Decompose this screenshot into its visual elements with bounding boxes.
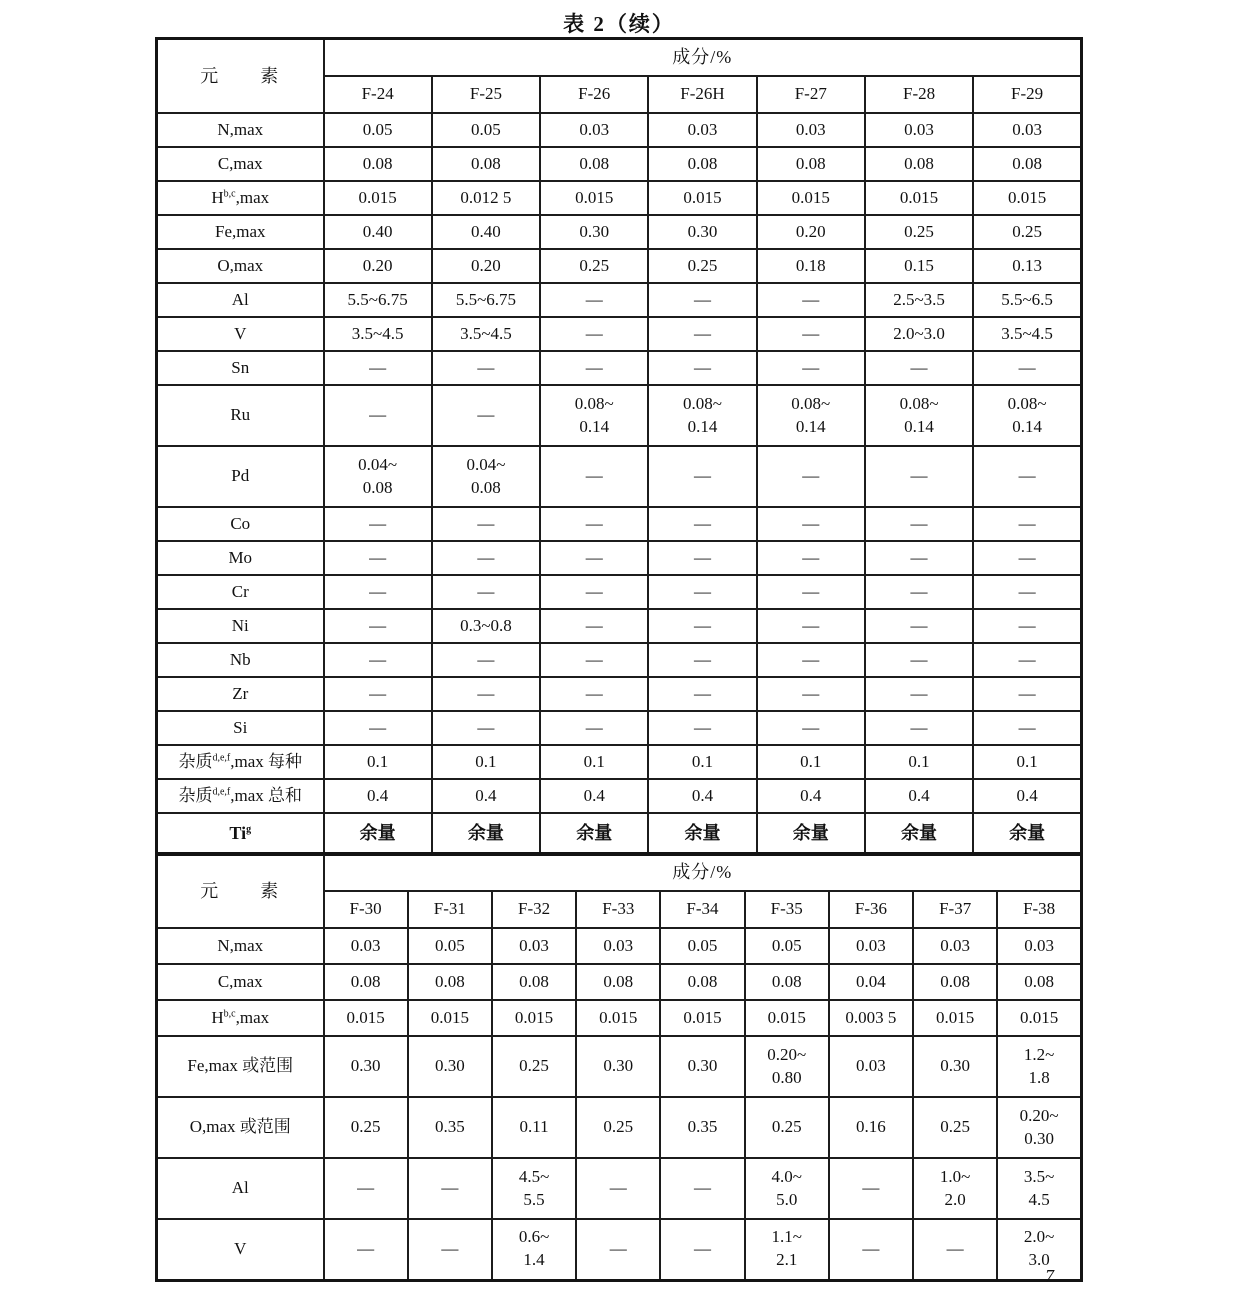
grade-column-header: F-28 [865,76,973,113]
value-cell: — [648,677,756,711]
table-row [157,113,1082,147]
value-cell: — [973,541,1081,575]
value-cell: — [540,541,648,575]
value-cell: 0.1 [432,745,540,779]
value-cell: 余量 [648,813,756,854]
value-cell: — [913,1219,997,1280]
value-cell: 0.015 [913,1000,997,1036]
value-cell: 0.30 [648,215,756,249]
table-row [157,385,1082,446]
value-cell: 0.25 [973,215,1081,249]
value-cell: — [648,609,756,643]
value-cell: 0.4 [324,779,432,813]
element-row-label: 杂质$^{d,e,f}$,max 总和 [157,779,324,813]
grade-column-header: F-26H [648,76,756,113]
grade-column-header: F-35 [745,891,829,928]
value-cell: 0.4 [540,779,648,813]
value-cell: 0.03 [648,113,756,147]
value-cell: 0.30 [576,1036,660,1097]
value-cell: 0.11 [492,1097,576,1158]
value-cell: — [648,507,756,541]
value-cell: 0.08 [492,964,576,1000]
value-cell: 0.08 [913,964,997,1000]
value-cell: — [973,643,1081,677]
value-cell: 0.05 [408,928,492,964]
value-cell: 0.08~ 0.14 [757,385,865,446]
value-cell: 0.015 [757,181,865,215]
value-cell: — [973,351,1081,385]
value-cell: 0.04~ 0.08 [324,446,432,507]
value-cell: 3.5~4.5 [973,317,1081,351]
value-cell: — [324,1158,408,1219]
value-cell: — [648,446,756,507]
value-cell: — [576,1158,660,1219]
grade-column-header: F-25 [432,76,540,113]
table-row [157,147,1082,181]
value-cell: 0.40 [432,215,540,249]
value-cell: 0.20~ 0.30 [997,1097,1081,1158]
grade-column-header: F-32 [492,891,576,928]
element-row-label: O,max [157,249,324,283]
element-row-label: O,max 或范围 [157,1097,324,1158]
value-cell: 0.25 [648,249,756,283]
value-cell: — [757,677,865,711]
value-cell: — [540,575,648,609]
value-cell: 2.0~3.0 [865,317,973,351]
value-cell: 0.08 [576,964,660,1000]
composition-table-f30-f38 [155,852,1083,1282]
value-cell: 0.015 [576,1000,660,1036]
table-row [157,964,1082,1000]
value-cell: 0.16 [829,1097,913,1158]
value-cell: 0.012 5 [432,181,540,215]
value-cell: 0.1 [865,745,973,779]
value-cell: 0.05 [745,928,829,964]
value-cell: — [324,385,432,446]
value-cell: 0.30 [660,1036,744,1097]
value-cell: 0.35 [408,1097,492,1158]
composition-table-f24-f29 [155,37,1083,856]
value-cell: 0.03 [540,113,648,147]
table-row [157,446,1082,507]
value-cell: — [324,643,432,677]
value-cell: — [660,1158,744,1219]
value-cell: — [757,575,865,609]
element-row-label: Cr [157,575,324,609]
value-cell: — [757,609,865,643]
value-cell: — [865,351,973,385]
value-cell: — [648,643,756,677]
value-cell: 0.20 [324,249,432,283]
element-row-label: V [157,317,324,351]
value-cell: 0.30 [913,1036,997,1097]
value-cell: — [973,507,1081,541]
value-cell: — [432,351,540,385]
value-cell: — [757,711,865,745]
value-cell: 0.08 [660,964,744,1000]
value-cell: — [540,317,648,351]
table-row [157,928,1082,964]
value-cell: — [432,711,540,745]
value-cell: 0.08 [432,147,540,181]
value-cell: — [660,1219,744,1280]
table-row [157,1219,1082,1280]
value-cell: — [432,541,540,575]
element-row-label: H$^{b,c}$,max [157,1000,324,1036]
element-row-label: Fe,max 或范围 [157,1036,324,1097]
table-title: 表 2（续） [563,12,675,36]
value-cell: — [324,351,432,385]
value-cell: 余量 [432,813,540,854]
value-cell: 0.08~ 0.14 [540,385,648,446]
value-cell: — [973,677,1081,711]
element-row-label: Ru [157,385,324,446]
value-cell: — [540,677,648,711]
table-row [157,745,1082,779]
composition-header: 成分/% [324,854,1082,892]
value-cell: 0.03 [973,113,1081,147]
value-cell: — [324,677,432,711]
value-cell: 0.08 [324,964,408,1000]
value-cell: 5.5~6.75 [324,283,432,317]
value-cell: — [432,575,540,609]
element-row-label: C,max [157,964,324,1000]
element-column-header: 元 素 [157,854,324,929]
value-cell: 0.15 [865,249,973,283]
value-cell: 0.25 [865,215,973,249]
value-cell: — [829,1158,913,1219]
value-cell: 0.6~ 1.4 [492,1219,576,1280]
value-cell: — [324,575,432,609]
grade-column-header: F-27 [757,76,865,113]
grade-column-header: F-34 [660,891,744,928]
value-cell: 0.08 [865,147,973,181]
value-cell: 0.20 [432,249,540,283]
value-cell: 0.1 [324,745,432,779]
value-cell: 0.4 [648,779,756,813]
value-cell: 0.1 [540,745,648,779]
table-row [157,1000,1082,1036]
value-cell: — [540,711,648,745]
value-cell: 0.015 [660,1000,744,1036]
table-row [157,575,1082,609]
value-cell: 2.5~3.5 [865,283,973,317]
table-row [157,1036,1082,1097]
value-cell: 0.015 [324,1000,408,1036]
value-cell: 余量 [540,813,648,854]
value-cell: 0.4 [432,779,540,813]
value-cell: — [540,643,648,677]
table-row [157,507,1082,541]
value-cell: 0.015 [408,1000,492,1036]
value-cell: 0.015 [324,181,432,215]
value-cell: — [648,317,756,351]
table-row [157,215,1082,249]
value-cell: — [865,643,973,677]
value-cell: 0.25 [576,1097,660,1158]
table-row [157,541,1082,575]
grade-column-header: F-36 [829,891,913,928]
value-cell: 0.30 [408,1036,492,1097]
element-row-label: C,max [157,147,324,181]
page-number: 7 [1045,1266,1054,1286]
element-row-label: Ti$^g$ [157,813,324,854]
value-cell: 0.1 [757,745,865,779]
value-cell: 3.5~ 4.5 [997,1158,1081,1219]
value-cell: 0.03 [492,928,576,964]
value-cell: — [432,507,540,541]
value-cell: 0.015 [865,181,973,215]
element-row-label: Al [157,1158,324,1219]
value-cell: — [865,541,973,575]
value-cell: — [648,283,756,317]
value-cell: — [865,711,973,745]
element-row-label: V [157,1219,324,1280]
value-cell: — [973,575,1081,609]
value-cell: 0.25 [540,249,648,283]
value-cell: — [757,283,865,317]
table-row [157,609,1082,643]
value-cell: 0.015 [745,1000,829,1036]
element-row-label: Sn [157,351,324,385]
value-cell: — [865,446,973,507]
element-row-label: Co [157,507,324,541]
value-cell: — [865,575,973,609]
value-cell: 0.015 [997,1000,1081,1036]
element-row-label: Mo [157,541,324,575]
value-cell: — [973,446,1081,507]
value-cell: — [324,541,432,575]
value-cell: 0.4 [865,779,973,813]
value-cell: — [540,507,648,541]
value-cell: 0.20~ 0.80 [745,1036,829,1097]
value-cell: 5.5~6.5 [973,283,1081,317]
value-cell: — [973,609,1081,643]
value-cell: 0.30 [324,1036,408,1097]
value-cell: — [757,446,865,507]
value-cell: 0.20 [757,215,865,249]
value-cell: — [540,609,648,643]
value-cell: — [324,1219,408,1280]
value-cell: 0.25 [745,1097,829,1158]
value-cell: 0.03 [997,928,1081,964]
grade-column-header: F-38 [997,891,1081,928]
value-cell: — [648,541,756,575]
element-row-label: H$^{b,c}$,max [157,181,324,215]
value-cell: — [576,1219,660,1280]
value-cell: 0.25 [324,1097,408,1158]
value-cell: 0.25 [492,1036,576,1097]
element-row-label: Nb [157,643,324,677]
value-cell: 0.08 [540,147,648,181]
value-cell: 余量 [757,813,865,854]
value-cell: 0.08~ 0.14 [973,385,1081,446]
value-cell: 0.015 [648,181,756,215]
grade-column-header: F-26 [540,76,648,113]
value-cell: — [324,711,432,745]
value-cell: 0.08 [408,964,492,1000]
table-row [157,711,1082,745]
grade-column-header: F-29 [973,76,1081,113]
value-cell: — [540,283,648,317]
value-cell: 3.5~4.5 [324,317,432,351]
element-row-label: Si [157,711,324,745]
value-cell: 0.13 [973,249,1081,283]
value-cell: — [648,351,756,385]
value-cell: 0.015 [973,181,1081,215]
value-cell: 0.03 [757,113,865,147]
value-cell: — [432,385,540,446]
value-cell: — [408,1219,492,1280]
value-cell: — [865,677,973,711]
value-cell: — [648,575,756,609]
value-cell: — [540,446,648,507]
element-row-label: N,max [157,928,324,964]
value-cell: 5.5~6.75 [432,283,540,317]
value-cell: 0.003 5 [829,1000,913,1036]
element-column-header: 元 素 [157,39,324,114]
value-cell: — [829,1219,913,1280]
composition-header: 成分/% [324,39,1082,77]
element-row-label: N,max [157,113,324,147]
value-cell: — [865,507,973,541]
element-row-label: 杂质$^{d,e,f}$,max 每种 [157,745,324,779]
value-cell: 0.05 [660,928,744,964]
value-cell: — [540,351,648,385]
value-cell: 0.30 [540,215,648,249]
table-row [157,813,1082,854]
table-row [157,181,1082,215]
element-row-label: Zr [157,677,324,711]
value-cell: 0.08 [757,147,865,181]
value-cell: 0.4 [973,779,1081,813]
element-row-label: Pd [157,446,324,507]
grade-column-header: F-30 [324,891,408,928]
value-cell: 0.08 [997,964,1081,1000]
value-cell: 0.03 [324,928,408,964]
table-row [157,1097,1082,1158]
table-row [157,249,1082,283]
value-cell: 0.04~ 0.08 [432,446,540,507]
grade-column-header: F-37 [913,891,997,928]
value-cell: — [973,711,1081,745]
table-row [157,677,1082,711]
value-cell: 0.4 [757,779,865,813]
table-row [157,317,1082,351]
value-cell: 余量 [865,813,973,854]
table-row [157,779,1082,813]
table-row [157,643,1082,677]
value-cell: — [324,609,432,643]
value-cell: 4.0~ 5.0 [745,1158,829,1219]
value-cell: 0.03 [829,928,913,964]
value-cell: — [432,677,540,711]
element-row-label: Fe,max [157,215,324,249]
value-cell: — [865,609,973,643]
value-cell: 0.04 [829,964,913,1000]
value-cell: 0.03 [829,1036,913,1097]
value-cell: 0.18 [757,249,865,283]
value-cell: 0.08~ 0.14 [865,385,973,446]
value-cell: 0.25 [913,1097,997,1158]
value-cell: — [432,643,540,677]
value-cell: 4.5~ 5.5 [492,1158,576,1219]
value-cell: 0.08~ 0.14 [648,385,756,446]
value-cell: 0.08 [973,147,1081,181]
value-cell: 0.08 [324,147,432,181]
value-cell: 0.3~0.8 [432,609,540,643]
grade-column-header: F-31 [408,891,492,928]
value-cell: 1.2~ 1.8 [997,1036,1081,1097]
value-cell: 0.03 [913,928,997,964]
value-cell: — [757,507,865,541]
value-cell: 余量 [973,813,1081,854]
value-cell: 0.08 [745,964,829,1000]
value-cell: — [648,711,756,745]
value-cell: 1.0~ 2.0 [913,1158,997,1219]
table-row [157,351,1082,385]
value-cell: — [757,541,865,575]
value-cell: 3.5~4.5 [432,317,540,351]
value-cell: 0.015 [540,181,648,215]
value-cell: 0.05 [432,113,540,147]
element-row-label: Ni [157,609,324,643]
value-cell: 0.1 [973,745,1081,779]
value-cell: — [757,643,865,677]
value-cell: 0.35 [660,1097,744,1158]
value-cell: 2.0~ 3.0 [997,1219,1081,1280]
value-cell: — [757,351,865,385]
value-cell: 1.1~ 2.1 [745,1219,829,1280]
value-cell: 0.1 [648,745,756,779]
value-cell: — [408,1158,492,1219]
grade-column-header: F-33 [576,891,660,928]
value-cell: 0.015 [492,1000,576,1036]
value-cell: 余量 [324,813,432,854]
value-cell: 0.08 [648,147,756,181]
value-cell: 0.40 [324,215,432,249]
value-cell: 0.05 [324,113,432,147]
value-cell: — [757,317,865,351]
value-cell: 0.03 [865,113,973,147]
element-row-label: Al [157,283,324,317]
table-row [157,1158,1082,1219]
value-cell: — [324,507,432,541]
table-row [157,283,1082,317]
grade-column-header: F-24 [324,76,432,113]
value-cell: 0.03 [576,928,660,964]
